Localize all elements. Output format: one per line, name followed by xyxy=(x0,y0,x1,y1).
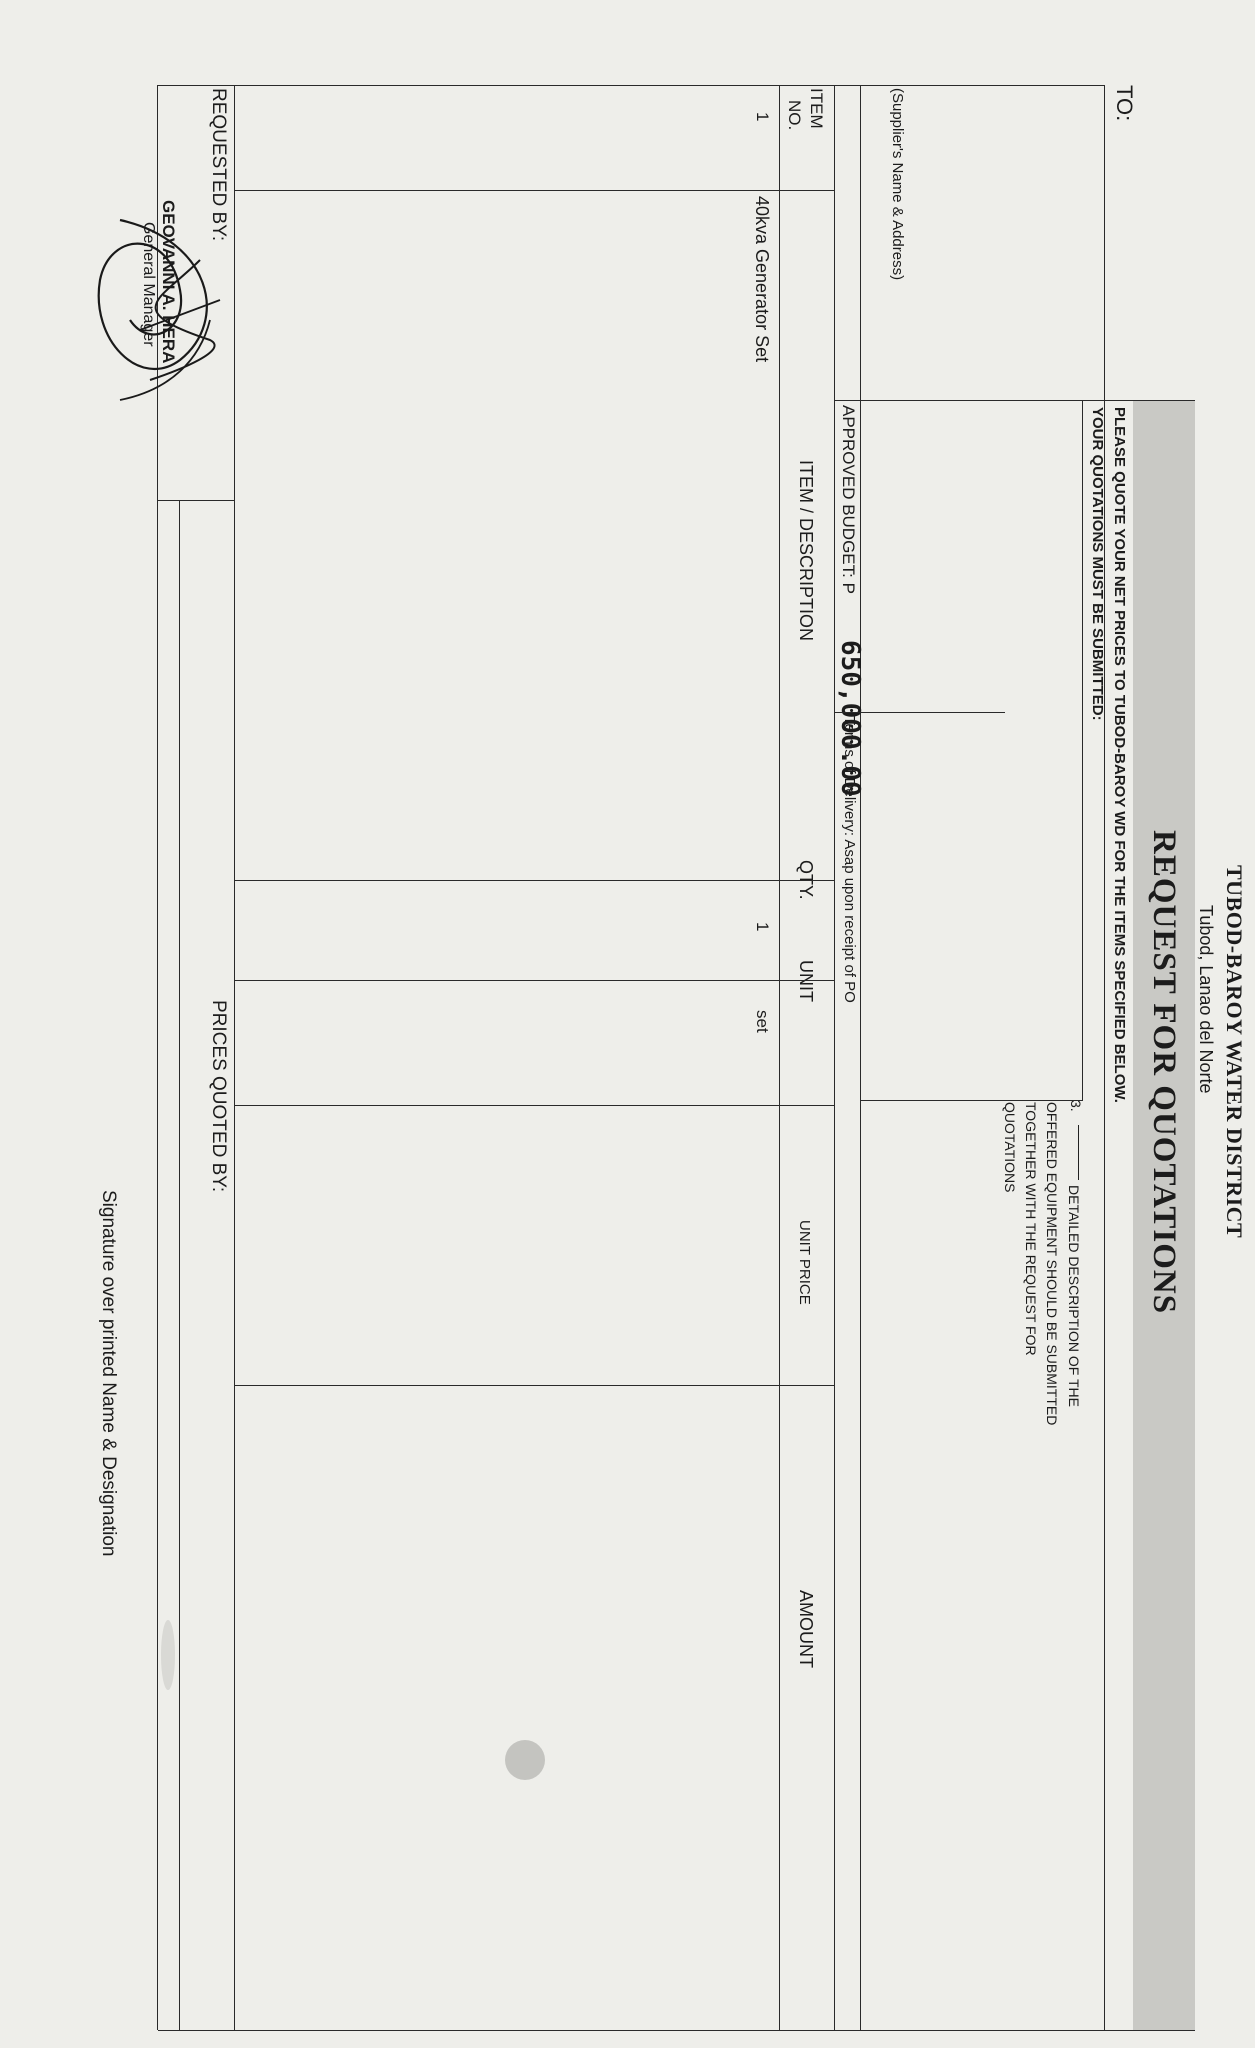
signature-line xyxy=(179,500,180,2030)
budget-bottom-line xyxy=(834,85,835,2030)
terms-text: Terms of Delivery: Asap upon receipt of PO xyxy=(841,716,858,1003)
requested-by-right-border xyxy=(158,500,235,501)
scan-speck xyxy=(505,1740,545,1780)
divider-item xyxy=(235,190,835,191)
note-line2: OFFERED EQUIPMENT SHOULD BE SUBMITTED xyxy=(1044,1102,1060,1426)
col-amount: AMOUNT xyxy=(796,1590,816,1668)
cell-qty: 1 xyxy=(753,922,772,932)
divider-description xyxy=(235,880,835,881)
form-title: REQUEST FOR QUOTATIONS xyxy=(1146,830,1182,1315)
requester-name: GEOVANNI A. HERA xyxy=(159,200,178,364)
terms-left-border xyxy=(835,712,1005,713)
divider-unit xyxy=(235,1105,835,1106)
district-address: Tubod, Lanao del Norte xyxy=(1196,905,1216,1094)
budget-label: APPROVED BUDGET: P xyxy=(839,405,858,594)
col-unit-price: UNIT PRICE xyxy=(796,1220,813,1305)
supplier-label: (Supplier's Name & Address) xyxy=(889,88,906,281)
header-bottom-line xyxy=(779,85,780,2030)
divider-unit-price xyxy=(235,1385,835,1386)
prices-quoted-by-label: PRICES QUOTED BY: xyxy=(208,1000,229,1193)
signature-caption: Signature over printed Name & Designation xyxy=(98,1190,119,1557)
frame-right xyxy=(158,2030,1195,2031)
scan-speck xyxy=(161,1620,175,1690)
cell-unit: set xyxy=(753,1010,772,1033)
budget-left-border xyxy=(835,400,1083,401)
supplier-bottom-line xyxy=(860,85,861,2030)
to-label: TO: xyxy=(1112,85,1137,122)
requester-title: General Manager xyxy=(140,222,157,347)
cell-item-no: 1 xyxy=(753,112,772,122)
note-line3: TOGETHER WITH THE REQUEST FOR xyxy=(1023,1102,1039,1356)
instruction-submitted: YOUR QUOTATIONS MUST BE SUBMITTED: xyxy=(1089,407,1106,721)
note-left-border xyxy=(861,1100,1083,1101)
note-number: 3. xyxy=(1068,1100,1084,1112)
frame-top xyxy=(1104,85,1105,2030)
note-line4: QUOTATIONS xyxy=(1002,1102,1018,1193)
col-item-no: ITEM xyxy=(807,88,826,129)
note-blank xyxy=(1078,1125,1079,1180)
col-qty: QTY. xyxy=(796,860,816,900)
frame-left xyxy=(158,85,1105,86)
cell-description: 40kva Generator Set xyxy=(752,196,772,363)
col-item-no-2: NO. xyxy=(785,100,804,131)
signature-image xyxy=(80,200,240,440)
col-unit: UNIT xyxy=(796,960,816,1002)
requested-by-label: REQUESTED BY: xyxy=(208,88,229,242)
col-description: ITEM / DESCRIPTION xyxy=(796,460,816,642)
budget-amount: 650,000.00 xyxy=(835,640,865,797)
instruction-underline xyxy=(1082,400,1083,1100)
divider-qty xyxy=(235,980,835,981)
note-line1: DETAILED DESCRIPTION OF THE xyxy=(1066,1185,1082,1407)
instruction-quote: PLEASE QUOTE YOUR NET PRICES TO TUBOD-BAROY WD FOR THE ITEMS SPECIFIED BELOW. xyxy=(1111,407,1128,1103)
district-name: TUBOD-BAROY WATER DISTRICT xyxy=(1222,865,1247,1239)
